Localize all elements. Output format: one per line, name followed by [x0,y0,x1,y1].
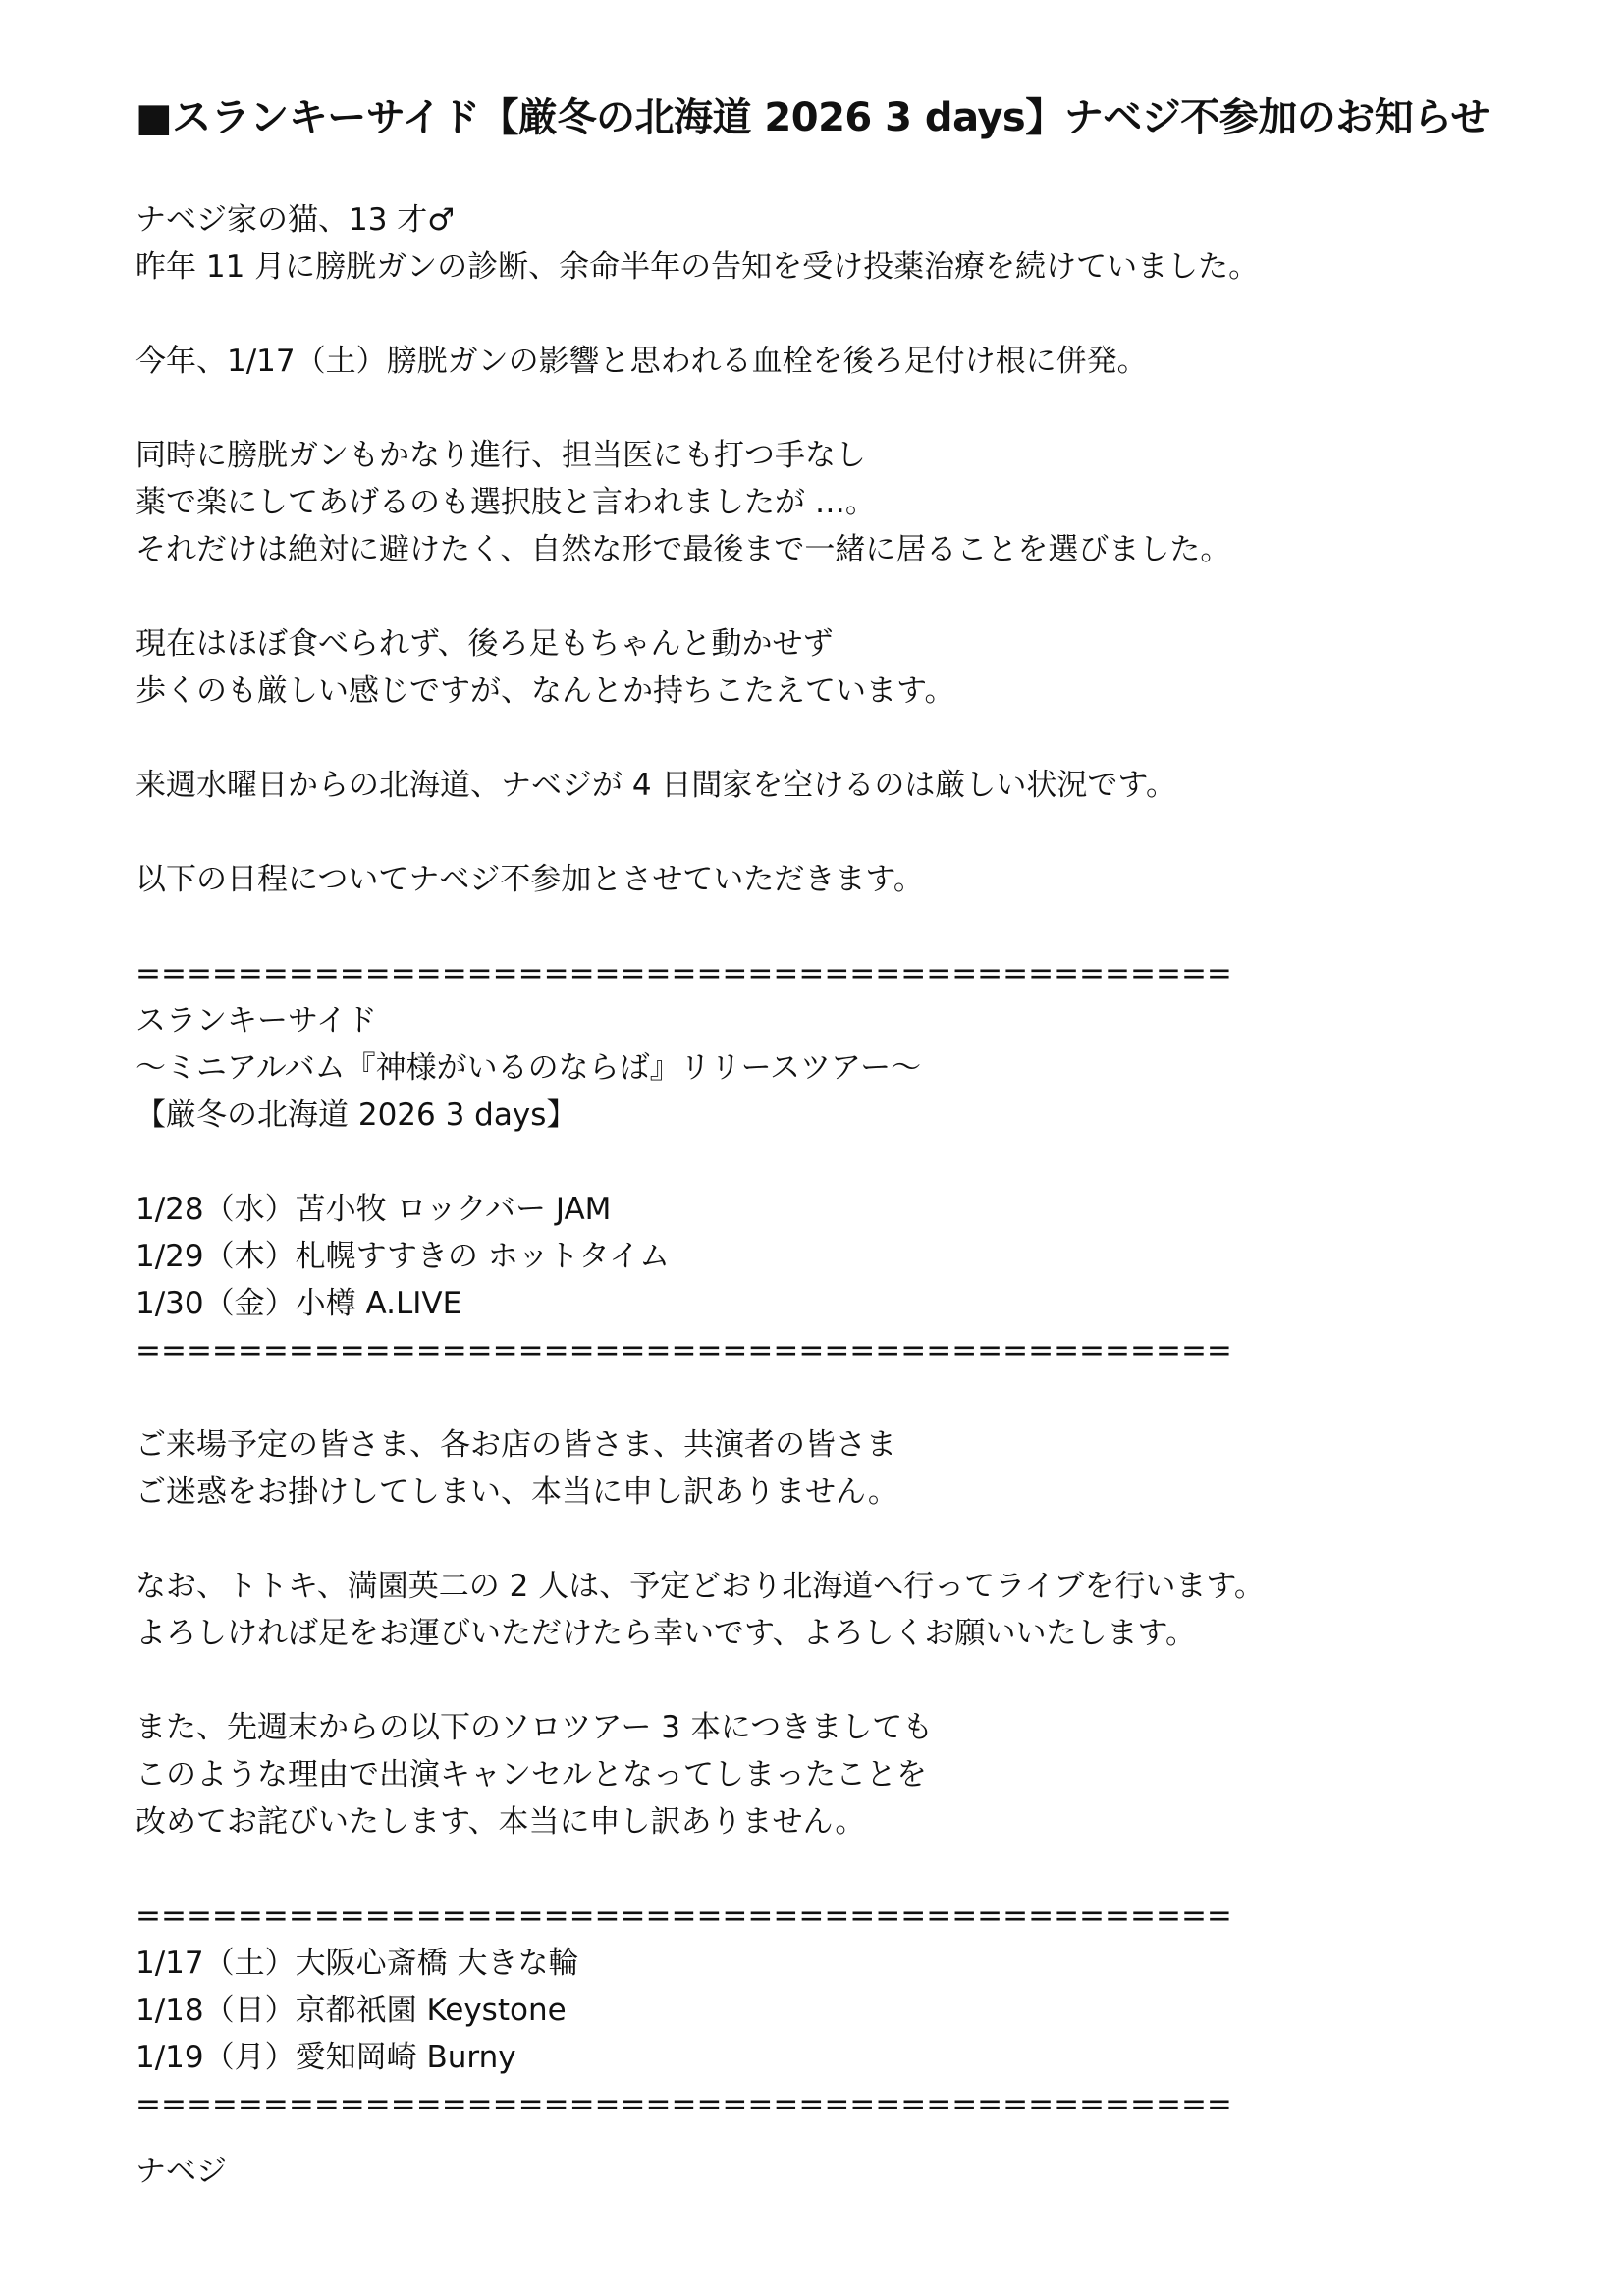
separator-line: =========================================== [135,2087,1232,2122]
text-line: 同時に膀胱ガンもかなり進行、担当医にも打つ手なし [135,438,866,473]
text-line: ナベジ家の猫、13 才♂ [135,202,456,238]
text-line: よろしければ足をお運びいただけたら幸いです、よろしくお願いいたします。 [135,1616,1197,1651]
text-line: 薬で楽にしてあげるのも選択肢と言われましたが …。 [135,485,876,520]
solo-date: 1/18（日）京都祇園 Keystone [135,1993,567,2028]
separator-line: =========================================== [135,1898,1232,1934]
document-title: ■スランキーサイド【厳冬の北海道 2026 3 days】ナベジ不参加のお知らせ [135,95,1490,140]
tour-subtitle: 〜ミニアルバム『神様がいるのならば』リリースツアー〜 [135,1050,922,1086]
text-line: ご来場予定の皆さま、各お店の皆さま、共演者の皆さま [135,1427,896,1463]
tour-name: 【厳冬の北海道 2026 3 days】 [135,1097,577,1133]
solo-dates [135,1940,1530,2081]
text-line: 現在はほぼ食べられず、後ろ足もちゃんと動かせず [135,626,834,662]
text-line: それだけは絶対に避けたく、自然な形で最後まで一緒に居ることを選びました。 [135,532,1231,567]
text-line: 今年、1/17（土）膀胱ガンの影響と思われる血栓を後ろ足付け根に併発。 [135,344,1148,379]
tour-date: 1/29（木）札幌すすきの ホットタイム [135,1239,671,1274]
text-line: このような理由で出演キャンセルとなってしまったことを [135,1757,927,1792]
text-line: ご迷惑をお掛けしてしまい、本当に申し訳ありません。 [135,1474,898,1510]
condition-paragraph [135,620,1530,715]
text-line: 歩くのも厳しい感じですが、なんとか持ちこたえています。 [135,673,955,709]
text-line: 来週水曜日からの北海道、ナベジが 4 日間家を空けるのは厳しい状況です。 [135,768,1176,803]
separator-line: =========================================== [135,956,1232,991]
tour-date: 1/28（水）苫小牧 ロックバー JAM [135,1192,612,1227]
blood-clot-paragraph [135,338,1530,385]
text-line: 以下の日程についてナベジ不参加とさせていただきます。 [135,862,924,897]
text-line: 昨年 11 月に膀胱ガンの診断、余命半年の告知を受け投薬治療を続けていました。 [135,249,1260,285]
apology-paragraph [135,1421,1530,1516]
notice-paragraph [135,1563,1530,1657]
separator-line: =========================================== [135,1333,1232,1368]
announcement-document [135,90,1530,2195]
absence-paragraph [135,856,1530,903]
signature: ナベジ [135,2154,227,2189]
text-line: 改めてお詫びいたします、本当に申し訳ありません。 [135,1804,866,1840]
text-line: また、先週末からの以下のソロツアー 3 本につきましても [135,1710,934,1745]
solo-date: 1/19（月）愛知岡崎 Burny [135,2040,516,2075]
hokkaido-paragraph [135,762,1530,809]
solo-paragraph [135,1704,1530,1845]
intro-paragraph [135,196,1530,291]
tour-date: 1/30（金）小樽 A.LIVE [135,1286,462,1321]
solo-date: 1/17（土）大阪心斎橋 大きな輪 [135,1946,579,1981]
tour-info [135,997,1530,1327]
progression-paragraph [135,432,1530,573]
text-line: なお、トトキ、満園英二の 2 人は、予定どおり北海道へ行ってライブを行います。 [135,1569,1265,1604]
tour-band: スランキーサイド [135,1003,377,1039]
